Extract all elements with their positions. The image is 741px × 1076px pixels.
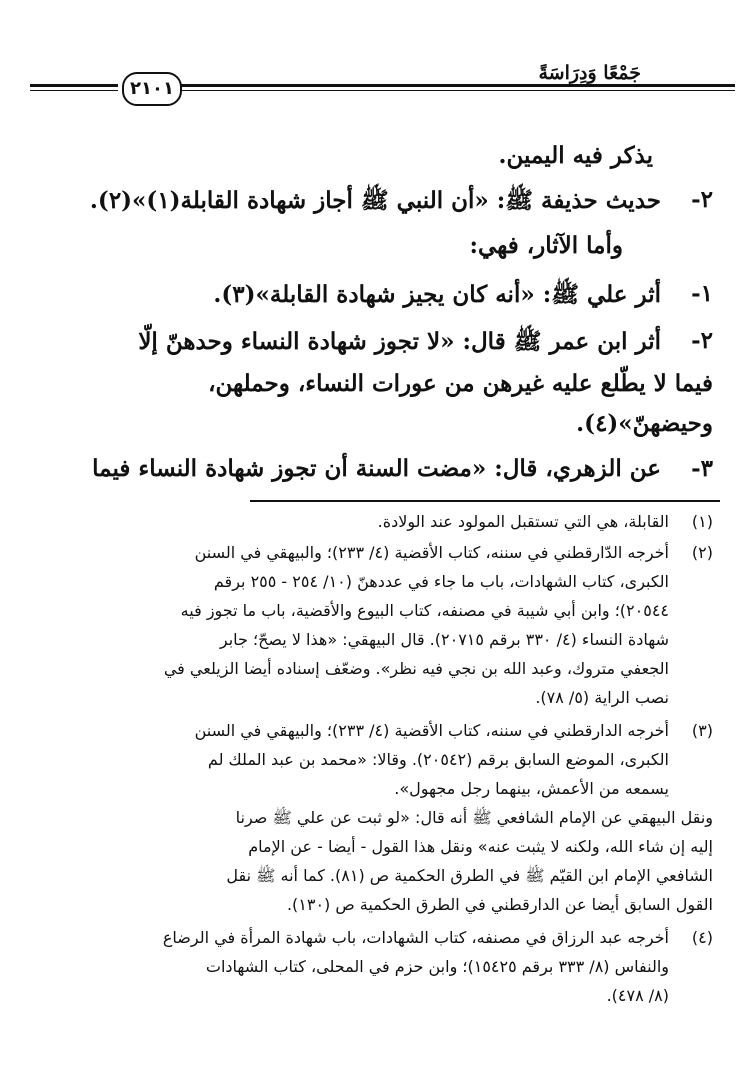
footnote-divider (250, 500, 720, 502)
book-page: جَمْعًا وَدِرَاسَةً ٢١٠١ يذكر فيه اليمين. ٢- حديث حذيفة ﷺ: «أن النبي ﷺ أجاز شهادة القابلة(١)»(٢). وأما الآثار، فهي: ١- أثر علي ﷺ: «أنه كان يجيز شهادة القابلة»(٣). ٢- أثر ابن عمر ﷺ قال: «لا تجوز شهادة النساء وحدهنّ إلّا فيما لا يطّلع عليه غيرهن من عورات النساء، وحملهن، وحيضهنّ»(٤). ٣- عن الزهري، قال: «مضت السنة أن تجوز شهادة النساء فيما (١) القابلة، هي التي تستقبل المولود عند الولادة. (٢) أخرجه الدّارقطني في سننه، كتاب الأقضية (٤/ ٢٣٣)؛ والبيهقي في السنن الكبرى، كتاب الشهادات، باب ما جاء في عددهنّ (١٠/ ٢٥٤ - ٢٥٥ برقم ٢٠٥٤٤)؛ وابن أبي شيبة في مصنفه، كتاب البيوع والأقضية، باب ما تجوز فيه شهادة النساء (٤/ ٣٣٠ برقم ٢٠٧١٥). قال البيهقي: «هذا لا يصحّ؛ جابر الجعفي متروك، وعبد الله بن نجي فيه نظر». وضعّف إسناده أيضا الزيلعي في نصب الراية (٥/ ٧٨). (٣) أخرجه الدارقطني في سننه، كتاب الأقضية (٤/ ٢٣٣)؛ والبيهقي في السنن الكبرى، الموضع السابق برقم (٢٠٥٤٢). وقالا: «محمد بن عبد الملك لم يسمعه من الأعمش، بينهما رجل مجهول». ونقل البيهقي عن الإمام الشافعي ﷺ أنه قال: «لو ثبت عن علي ﷺ صرنا إليه إن شاء الله، ولكنه لا يثبت عنه» ونقل هذا القول - أيضا - عن الإمام الشافعي الإمام ابن القيّم ﷺ في الطرق الحكمية ص (٨١). كما أنه ﷺ نقل القول السابق أيضا عن الدارقطني في الطرق الحكمية ص (١٣٠). (٤) أخرجه عبد الرزاق في مصنفه، كتاب الشهادات، باب شهادة المرأة في الرضاع والنفاس (٨/ ٣٣٣ برقم ١٥٤٢٥)؛ وابن حزم في المحلى، كتاب الشهادات (٨/ ٤٧٨). (0, 0, 741, 1076)
page-number-badge: ٢١٠١ (122, 72, 182, 106)
header-rule-right-thick (180, 84, 735, 87)
running-header-title: جَمْعًا وَدِرَاسَةً (538, 62, 641, 84)
header-rule-left-thin (30, 90, 118, 91)
header-rule-left-thick (30, 84, 118, 87)
header-rule-right-thin (180, 90, 735, 91)
